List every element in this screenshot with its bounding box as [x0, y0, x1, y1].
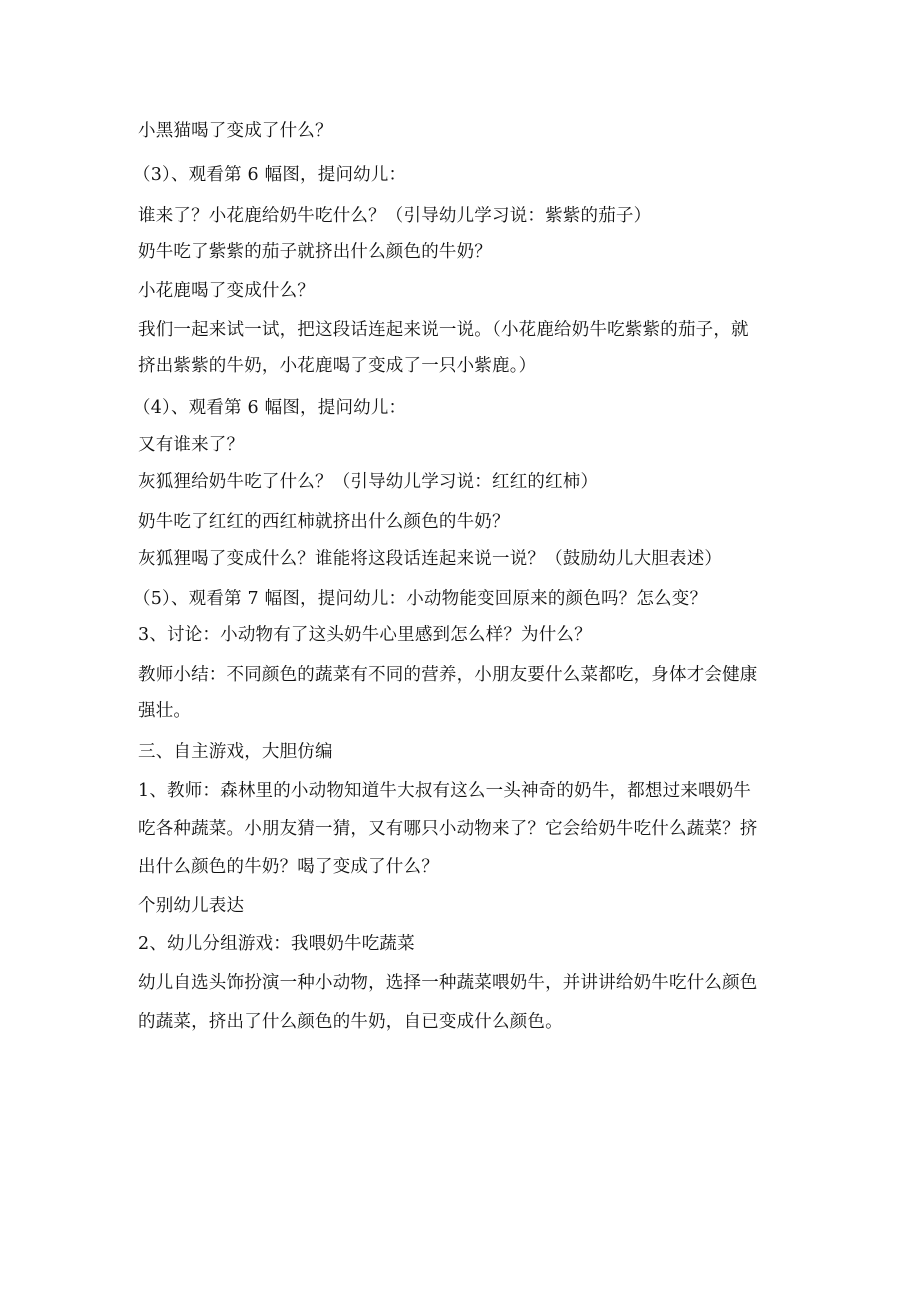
section-heading: 三、自主游戏，大胆仿编	[138, 742, 333, 762]
text-line: 的蔬菜，挤出了什么颜色的牛奶，自已变成什么颜色。	[138, 1012, 563, 1032]
text-line: 强壮。	[138, 701, 192, 721]
text-line: （3）、观看第 6 幅图，提问幼儿：	[133, 165, 407, 185]
text-line: （4）、观看第 6 幅图，提问幼儿：	[133, 398, 407, 418]
text-line: 挤出紫紫的牛奶，小花鹿喝了变成了一只小紫鹿。）	[138, 356, 537, 376]
text-line: 又有谁来了？	[138, 435, 245, 455]
text-line: 1、教师：森林里的小动物知道牛大叔有这么一头神奇的奶牛，都想过来喂奶牛	[138, 781, 752, 801]
text-line: 吃各种蔬菜。小朋友猜一猜，又有哪只小动物来了？它会给奶牛吃什么蔬菜？挤	[138, 819, 758, 839]
text-line: 3、讨论：小动物有了这头奶牛心里感到怎么样？为什么？	[138, 625, 592, 645]
text-line: 2、幼儿分组游戏：我喂奶牛吃蔬菜	[138, 934, 415, 954]
text-line: 幼儿自选头饰扮演一种小动物，选择一种蔬菜喂奶牛，并讲讲给奶牛吃什么颜色	[138, 973, 758, 993]
text-line: 灰狐狸喝了变成什么？谁能将这段话连起来说一说？（鼓励幼儿大胆表述）	[138, 549, 723, 569]
text-line: 个别幼儿表达	[138, 896, 245, 916]
text-line: 奶牛吃了红红的西红柿就挤出什么颜色的牛奶？	[138, 512, 510, 532]
text-line: 我们一起来试一试，把这段话连起来说一说。（小花鹿给奶牛吃紫紫的茄子，就	[138, 320, 749, 340]
text-line: 谁来了？小花鹿给奶牛吃什么？（引导幼儿学习说：紫紫的茄子）	[138, 206, 652, 226]
text-line: （5）、观看第 7 幅图，提问幼儿：小动物能变回原来的颜色吗？怎么变？	[133, 589, 708, 609]
text-line: 小黑猫喝了变成了什么？	[138, 121, 333, 141]
text-line: 教师小结：不同颜色的蔬菜有不同的营养，小朋友要什么菜都吃，身体才会健康	[138, 665, 758, 685]
text-line: 灰狐狸给奶牛吃了什么？（引导幼儿学习说：红红的红柿）	[138, 472, 599, 492]
text-line: 小花鹿喝了变成什么？	[138, 281, 315, 301]
text-line: 奶牛吃了紫紫的茄子就挤出什么颜色的牛奶？	[138, 242, 492, 262]
text-line: 出什么颜色的牛奶？喝了变成了什么？	[138, 857, 439, 877]
